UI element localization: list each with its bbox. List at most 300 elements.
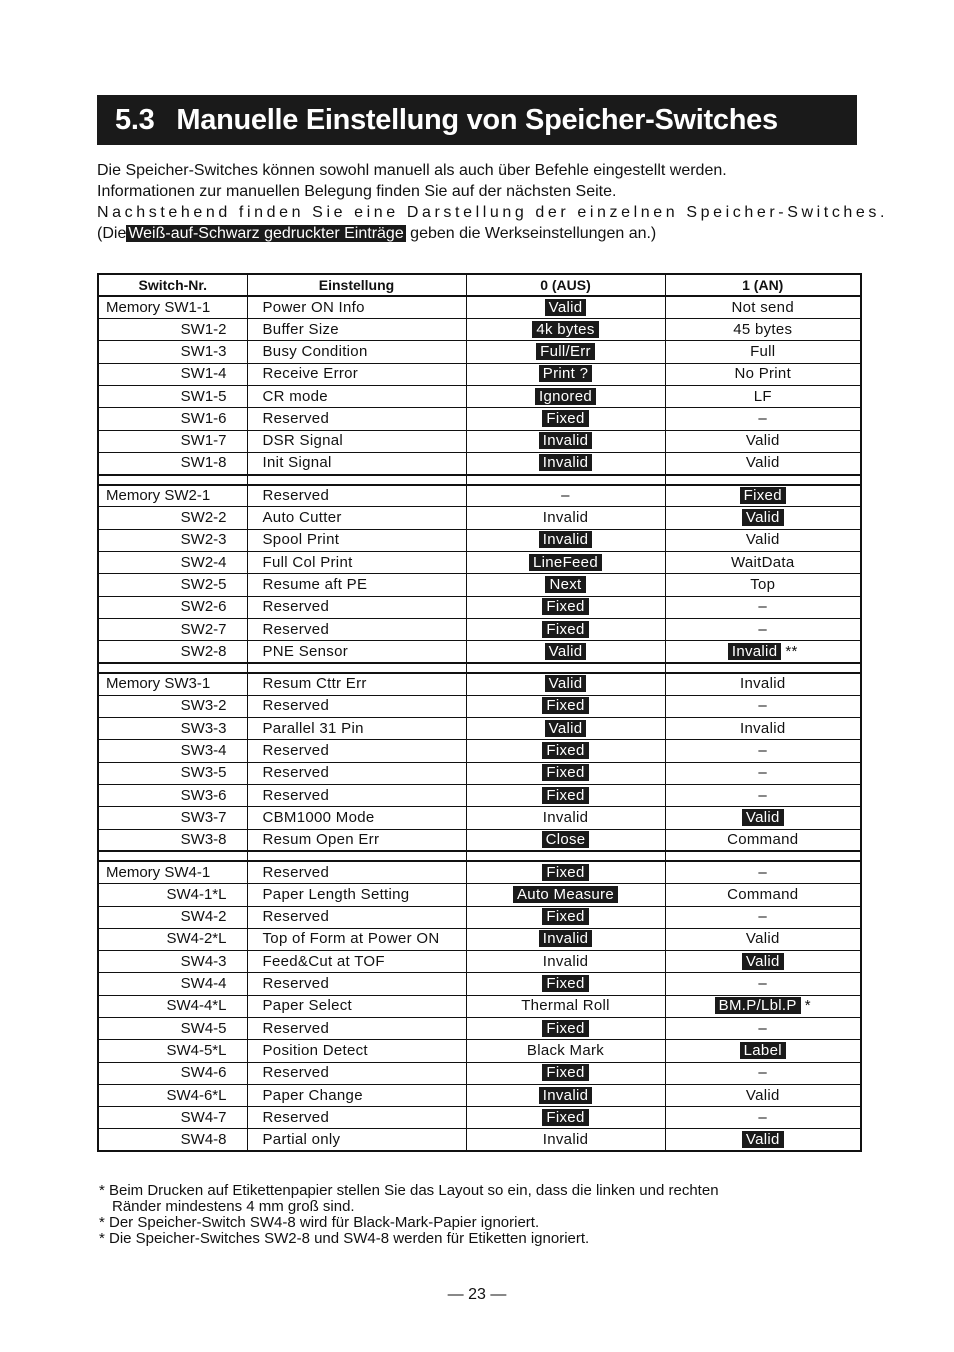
- off-value-cell: [466, 296, 665, 318]
- on-value-cell: [665, 1129, 861, 1151]
- table-row: [98, 884, 861, 906]
- off-value-cell-value: Auto Measure: [513, 886, 618, 903]
- off-value-cell: [466, 951, 665, 973]
- separator-cell: [665, 851, 861, 861]
- table-row: [98, 641, 861, 663]
- off-value-cell: [466, 740, 665, 762]
- off-value-cell-value: Fixed: [542, 598, 588, 615]
- footnotes: [99, 1183, 719, 1247]
- table-row: [98, 319, 861, 341]
- setting-cell: Partial only: [247, 1129, 466, 1151]
- on-value-cell: [665, 1084, 861, 1106]
- switch-number-cell: SW1-5: [98, 385, 247, 407]
- off-value-cell: [466, 673, 665, 695]
- off-value-cell-value: Invalid: [539, 1087, 592, 1104]
- on-value-cell-value: –: [758, 975, 768, 993]
- switch-number-cell: SW2-4: [98, 552, 247, 574]
- switch-number-cell: SW4-6: [98, 1062, 247, 1084]
- switch-number-cell: SW4-5*L: [98, 1040, 247, 1062]
- switch-number-cell: SW2-7: [98, 618, 247, 640]
- separator-cell: [247, 475, 466, 485]
- table-row: [98, 485, 861, 507]
- on-value-cell-value: Invalid: [740, 675, 786, 693]
- on-value-cell-value: Valid: [745, 432, 780, 450]
- intro-line-2: Informationen zur manuellen Belegung finden Sie auf der nächsten Seite.: [97, 183, 617, 200]
- on-value-cell: [665, 718, 861, 740]
- table-row: [98, 718, 861, 740]
- setting-cell: CBM1000 Mode: [247, 807, 466, 829]
- setting-cell: Feed&Cut at TOF: [247, 951, 466, 973]
- table-row: [98, 552, 861, 574]
- off-value-cell-value: Invalid: [542, 952, 589, 970]
- on-value-cell: [665, 740, 861, 762]
- setting-cell: Reserved: [247, 906, 466, 928]
- setting-cell: Resum Cttr Err: [247, 673, 466, 695]
- setting-cell: Full Col Print: [247, 552, 466, 574]
- setting-cell: Init Signal: [247, 452, 466, 474]
- table-row: [98, 574, 861, 596]
- switch-number-cell: SW4-4*L: [98, 995, 247, 1017]
- header-off: 0 (AUS): [466, 274, 665, 296]
- off-value-cell-value: Fixed: [542, 697, 588, 714]
- factory-default-highlight: Weiß-auf-Schwarz gedruckter Einträge: [128, 225, 404, 242]
- separator-cell: [466, 475, 665, 485]
- switch-number-cell: SW2-3: [98, 529, 247, 551]
- on-value-cell: [665, 1062, 861, 1084]
- intro-line-4: [97, 223, 859, 244]
- off-value-cell-value: Invalid: [539, 432, 592, 449]
- setting-cell: Spool Print: [247, 529, 466, 551]
- group-separator: [98, 851, 861, 861]
- table-row: [98, 973, 861, 995]
- on-value-cell-value: –: [758, 764, 768, 782]
- on-value-cell: [665, 785, 861, 807]
- switch-number-cell: SW3-3: [98, 718, 247, 740]
- off-value-cell: [466, 1107, 665, 1129]
- switch-number-cell: SW4-2*L: [98, 928, 247, 950]
- off-value-cell-value: Thermal Roll: [521, 997, 610, 1015]
- footnote-1-cont: Ränder mindestens 4 mm groß sind.: [112, 1198, 355, 1215]
- on-value-cell-value: Command: [727, 885, 799, 903]
- on-value-cell: [665, 928, 861, 950]
- setting-cell: DSR Signal: [247, 430, 466, 452]
- off-value-cell: [466, 695, 665, 717]
- table-row: [98, 673, 861, 695]
- group-separator: [98, 663, 861, 673]
- on-value-cell-value: BM.P/Lbl.P: [715, 997, 801, 1014]
- on-value-cell-value: Top: [750, 576, 776, 593]
- setting-cell: Reserved: [247, 785, 466, 807]
- on-value-cell: [665, 452, 861, 474]
- table-row: [98, 906, 861, 928]
- off-value-cell: [466, 973, 665, 995]
- setting-cell: Reserved: [247, 596, 466, 618]
- off-value-cell-value: 4k bytes: [532, 321, 598, 338]
- on-value-cell: [665, 574, 861, 596]
- separator-cell: [98, 663, 247, 673]
- footnote-marker: *: [804, 997, 811, 1015]
- table-row: [98, 385, 861, 407]
- on-value-cell: [665, 596, 861, 618]
- on-value-cell-value: LF: [753, 387, 772, 405]
- switch-number-cell: SW1-3: [98, 341, 247, 363]
- switch-number-cell: SW4-6*L: [98, 1084, 247, 1106]
- off-value-cell-value: Fixed: [542, 1064, 588, 1081]
- separator-cell: [98, 851, 247, 861]
- table-row: [98, 928, 861, 950]
- off-value-cell-value: Fixed: [542, 410, 588, 427]
- on-value-cell: [665, 319, 861, 341]
- switch-number-cell: SW3-8: [98, 829, 247, 851]
- table-row: [98, 507, 861, 529]
- switch-number-cell: SW3-7: [98, 807, 247, 829]
- switch-number-cell: Memory SW1-1: [98, 296, 247, 318]
- on-value-cell-value: –: [758, 409, 768, 427]
- off-value-cell-value: LineFeed: [529, 554, 602, 571]
- off-value-cell-value: Invalid: [542, 1130, 589, 1148]
- on-value-cell: [665, 552, 861, 574]
- off-value-cell-value: Invalid: [539, 930, 592, 947]
- switch-number-cell: SW1-6: [98, 408, 247, 430]
- off-value-cell-value: Ignored: [535, 388, 596, 405]
- off-value-cell: [466, 641, 665, 663]
- on-value-cell: [665, 485, 861, 507]
- off-value-cell: [466, 452, 665, 474]
- off-value-cell-value: Fixed: [542, 621, 588, 638]
- setting-cell: Reserved: [247, 1107, 466, 1129]
- off-value-cell-value: Fixed: [542, 787, 588, 804]
- on-value-cell-value: Valid: [745, 531, 780, 549]
- off-value-cell-value: Valid: [545, 643, 587, 660]
- on-value-cell-value: Invalid: [728, 643, 781, 660]
- off-value-cell: [466, 906, 665, 928]
- separator-cell: [665, 475, 861, 485]
- off-value-cell-value: Fixed: [542, 908, 588, 925]
- switch-number-cell: SW2-6: [98, 596, 247, 618]
- setting-cell: Reserved: [247, 408, 466, 430]
- table-row: [98, 1018, 861, 1040]
- off-value-cell-value: Fixed: [542, 1109, 588, 1126]
- separator-cell: [98, 475, 247, 485]
- setting-cell: Reserved: [247, 1018, 466, 1040]
- off-value-cell: [466, 485, 665, 507]
- on-value-cell: [665, 951, 861, 973]
- on-value-cell: [665, 807, 861, 829]
- switch-number-cell: Memory SW2-1: [98, 485, 247, 507]
- off-value-cell-value: Invalid: [542, 808, 589, 826]
- on-value-cell: [665, 884, 861, 906]
- footnote-1: * Beim Drucken auf Etikettenpapier stellen Sie das Layout so ein, dass die linken und rechten: [99, 1182, 719, 1199]
- off-value-cell: [466, 430, 665, 452]
- intro-text: [97, 160, 889, 244]
- on-value-cell: [665, 762, 861, 784]
- table-row: [98, 1062, 861, 1084]
- on-value-cell-value: Full: [750, 343, 776, 361]
- off-value-cell: [466, 1040, 665, 1062]
- table-body: [98, 296, 861, 1151]
- on-value-cell: [665, 861, 861, 883]
- table-row: [98, 861, 861, 883]
- setting-cell: Reserved: [247, 740, 466, 762]
- off-value-cell: [466, 829, 665, 851]
- on-value-cell: [665, 695, 861, 717]
- off-value-cell: [466, 552, 665, 574]
- on-value-cell: [665, 507, 861, 529]
- setting-cell: Busy Condition: [247, 341, 466, 363]
- off-value-cell-value: Fixed: [542, 742, 588, 759]
- footnote-marker: **: [785, 642, 798, 660]
- setting-cell: Resum Open Err: [247, 829, 466, 851]
- switch-number-cell: SW1-7: [98, 430, 247, 452]
- off-value-cell: [466, 319, 665, 341]
- off-value-cell: [466, 928, 665, 950]
- off-value-cell-value: Fixed: [542, 764, 588, 781]
- setting-cell: Top of Form at Power ON: [247, 928, 466, 950]
- on-value-cell-value: Invalid: [740, 719, 786, 737]
- off-value-cell-value: Black Mark: [526, 1041, 605, 1059]
- on-value-cell: [665, 408, 861, 430]
- on-value-cell-value: Label: [740, 1042, 786, 1059]
- on-value-cell-value: –: [758, 742, 768, 760]
- off-value-cell-value: –: [561, 487, 570, 505]
- table-row: [98, 296, 861, 318]
- setting-cell: Paper Change: [247, 1084, 466, 1106]
- on-value-cell-value: –: [758, 598, 768, 616]
- on-value-cell-value: –: [758, 786, 768, 804]
- table-row: [98, 529, 861, 551]
- table-row: [98, 1107, 861, 1129]
- setting-cell: Buffer Size: [247, 319, 466, 341]
- setting-cell: Reserved: [247, 973, 466, 995]
- table-row: [98, 341, 861, 363]
- table-row: [98, 1040, 861, 1062]
- switch-number-cell: SW2-2: [98, 507, 247, 529]
- table-row: [98, 995, 861, 1017]
- on-value-cell-value: –: [758, 697, 768, 715]
- on-value-cell-value: Not send: [731, 298, 794, 316]
- switch-number-cell: SW4-2: [98, 906, 247, 928]
- setting-cell: Reserved: [247, 485, 466, 507]
- on-value-cell: [665, 529, 861, 551]
- table-row: [98, 408, 861, 430]
- switch-number-cell: SW2-5: [98, 574, 247, 596]
- off-value-cell: [466, 884, 665, 906]
- on-value-cell-value: Fixed: [740, 487, 786, 504]
- switch-number-cell: SW3-6: [98, 785, 247, 807]
- off-value-cell: [466, 574, 665, 596]
- off-value-cell: [466, 995, 665, 1017]
- switch-number-cell: SW1-4: [98, 363, 247, 385]
- on-value-cell-value: WaitData: [730, 553, 795, 571]
- on-value-cell-value: Valid: [745, 930, 780, 948]
- setting-cell: Power ON Info: [247, 296, 466, 318]
- setting-cell: Reserved: [247, 861, 466, 883]
- on-value-cell: [665, 618, 861, 640]
- table-row: [98, 807, 861, 829]
- on-value-cell: [665, 430, 861, 452]
- section-title: [97, 95, 857, 145]
- footnote-2: * Der Speicher-Switch SW4-8 wird für Black-Mark-Papier ignoriert.: [99, 1214, 540, 1231]
- intro-line-3: Nachstehend finden Sie eine Darstellung der einzelnen Speicher-Switches.: [97, 204, 889, 221]
- table-row: [98, 762, 861, 784]
- on-value-cell-value: Valid: [742, 953, 784, 970]
- table-row: [98, 951, 861, 973]
- on-value-cell: [665, 906, 861, 928]
- switch-number-cell: SW4-3: [98, 951, 247, 973]
- setting-cell: Reserved: [247, 618, 466, 640]
- on-value-cell: [665, 385, 861, 407]
- setting-cell: Reserved: [247, 762, 466, 784]
- on-value-cell: [665, 363, 861, 385]
- switch-number-cell: SW1-8: [98, 452, 247, 474]
- on-value-cell: [665, 1018, 861, 1040]
- on-value-cell: [665, 829, 861, 851]
- on-value-cell-value: –: [758, 863, 768, 881]
- memory-switch-table: [97, 273, 862, 1152]
- off-value-cell-value: Valid: [545, 299, 587, 316]
- on-value-cell-value: No Print: [734, 365, 792, 383]
- table-row: [98, 1084, 861, 1106]
- off-value-cell: [466, 785, 665, 807]
- setting-cell: Auto Cutter: [247, 507, 466, 529]
- table-row: [98, 785, 861, 807]
- setting-cell: Paper Select: [247, 995, 466, 1017]
- table-row: [98, 1129, 861, 1151]
- table-row: [98, 596, 861, 618]
- group-separator: [98, 475, 861, 485]
- switch-number-cell: SW4-1*L: [98, 884, 247, 906]
- switch-number-cell: SW4-8: [98, 1129, 247, 1151]
- intro-line-4-pre: (Die: [97, 225, 127, 242]
- off-value-cell: [466, 529, 665, 551]
- off-value-cell-value: Next: [545, 576, 585, 593]
- switch-number-cell: SW4-7: [98, 1107, 247, 1129]
- table-row: [98, 829, 861, 851]
- page-number: — 23 —: [447, 1286, 507, 1303]
- table-row: [98, 363, 861, 385]
- setting-cell: Resume aft PE: [247, 574, 466, 596]
- off-value-cell: [466, 341, 665, 363]
- off-value-cell: [466, 1129, 665, 1151]
- separator-cell: [247, 851, 466, 861]
- on-value-cell-value: 45 bytes: [733, 320, 793, 338]
- switch-number-cell: SW3-2: [98, 695, 247, 717]
- on-value-cell: [665, 1107, 861, 1129]
- setting-cell: CR mode: [247, 385, 466, 407]
- switch-number-cell: Memory SW4-1: [98, 861, 247, 883]
- off-value-cell: [466, 762, 665, 784]
- off-value-cell: [466, 861, 665, 883]
- on-value-cell-value: –: [758, 620, 768, 638]
- table-row: [98, 740, 861, 762]
- on-value-cell: [665, 341, 861, 363]
- section-title-text: Manuelle Einstellung von Speicher-Switches: [176, 103, 778, 136]
- separator-cell: [466, 663, 665, 673]
- off-value-cell-value: Invalid: [539, 454, 592, 471]
- switch-number-cell: Memory SW3-1: [98, 673, 247, 695]
- setting-cell: PNE Sensor: [247, 641, 466, 663]
- on-value-cell-value: Valid: [742, 509, 784, 526]
- off-value-cell: [466, 1018, 665, 1040]
- on-value-cell-value: Valid: [745, 1086, 780, 1104]
- switch-number-cell: SW4-4: [98, 973, 247, 995]
- switch-number-cell: SW4-5: [98, 1018, 247, 1040]
- on-value-cell: [665, 296, 861, 318]
- setting-cell: Parallel 31 Pin: [247, 718, 466, 740]
- off-value-cell-value: Fixed: [542, 1020, 588, 1037]
- setting-cell: Receive Error: [247, 363, 466, 385]
- section-number: 5.3: [115, 103, 155, 136]
- intro-line-4-post: geben die Werkseinstellungen an.): [410, 225, 657, 242]
- off-value-cell: [466, 718, 665, 740]
- header-on: 1 (AN): [665, 274, 861, 296]
- on-value-cell-value: Valid: [742, 1131, 784, 1148]
- off-value-cell-value: Fixed: [542, 864, 588, 881]
- on-value-cell-value: –: [758, 1019, 768, 1037]
- off-value-cell-value: Full/Err: [536, 343, 595, 360]
- off-value-cell: [466, 363, 665, 385]
- off-value-cell-value: Invalid: [542, 509, 589, 527]
- switch-number-cell: SW1-2: [98, 319, 247, 341]
- table-row: [98, 430, 861, 452]
- off-value-cell-value: Valid: [545, 675, 587, 692]
- table-row: [98, 618, 861, 640]
- header-switch-nr: Switch-Nr.: [98, 274, 247, 296]
- off-value-cell: [466, 1084, 665, 1106]
- on-value-cell: [665, 641, 861, 663]
- off-value-cell: [466, 385, 665, 407]
- off-value-cell: [466, 507, 665, 529]
- off-value-cell-value: Print ?: [539, 365, 592, 382]
- off-value-cell: [466, 408, 665, 430]
- table-header-row: [98, 274, 861, 296]
- intro-line-1: Die Speicher-Switches können sowohl manuell als auch über Befehle eingestellt werden.: [97, 162, 727, 179]
- off-value-cell: [466, 596, 665, 618]
- separator-cell: [665, 663, 861, 673]
- on-value-cell: [665, 995, 861, 1017]
- on-value-cell-value: –: [758, 908, 768, 926]
- on-value-cell: [665, 673, 861, 695]
- on-value-cell-value: Valid: [742, 809, 784, 826]
- setting-cell: Reserved: [247, 695, 466, 717]
- off-value-cell: [466, 1062, 665, 1084]
- header-setting: Einstellung: [247, 274, 466, 296]
- off-value-cell: [466, 807, 665, 829]
- on-value-cell-value: –: [758, 1064, 768, 1082]
- table-row: [98, 452, 861, 474]
- separator-cell: [466, 851, 665, 861]
- on-value-cell: [665, 1040, 861, 1062]
- on-value-cell-value: Command: [727, 831, 799, 849]
- off-value-cell-value: Valid: [545, 720, 587, 737]
- setting-cell: Position Detect: [247, 1040, 466, 1062]
- off-value-cell-value: Close: [542, 831, 590, 848]
- switch-number-cell: SW3-4: [98, 740, 247, 762]
- on-value-cell-value: –: [758, 1108, 768, 1126]
- setting-cell: Reserved: [247, 1062, 466, 1084]
- table-row: [98, 695, 861, 717]
- off-value-cell-value: Invalid: [539, 531, 592, 548]
- off-value-cell: [466, 618, 665, 640]
- off-value-cell-value: Fixed: [542, 975, 588, 992]
- separator-cell: [247, 663, 466, 673]
- on-value-cell: [665, 973, 861, 995]
- footnote-3: * Die Speicher-Switches SW2-8 und SW4-8 werden für Etiketten ignoriert.: [99, 1230, 590, 1247]
- setting-cell: Paper Length Setting: [247, 884, 466, 906]
- switch-number-cell: SW3-5: [98, 762, 247, 784]
- on-value-cell-value: Valid: [745, 454, 780, 472]
- switch-number-cell: SW2-8: [98, 641, 247, 663]
